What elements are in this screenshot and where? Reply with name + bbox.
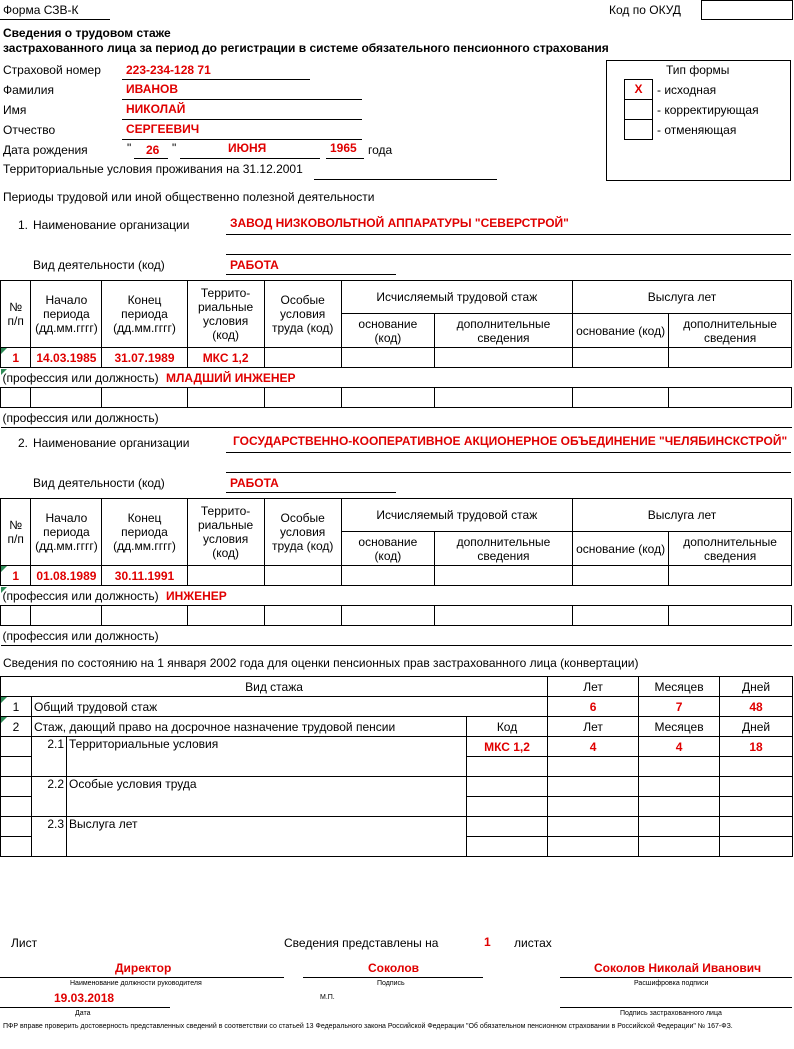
marker [1,587,7,593]
org-label: Наименование организации [33,218,190,232]
col-territorial: Террито-риальные условия (код) [187,499,264,566]
dob-label: Дата рождения [3,143,88,157]
col-end: Конец периода (дд.мм.гггг) [102,499,187,566]
row-start[interactable]: 14.03.1985 [31,348,102,368]
signature-caption: Подпись [377,980,405,987]
stamp-label: М.П. [320,994,335,1001]
row-num: 2.3 [32,817,67,857]
marker [1,717,7,723]
col-special: Особые условия труда (код) [264,281,341,348]
date-caption: Дата [75,1010,91,1017]
col-start: Начало периода (дд.мм.гггг) [31,281,102,348]
activity-label: Вид деятельности (код) [33,476,165,490]
profession-label: (профессия или должность) [2,410,159,425]
name-label: Имя [3,103,27,117]
row-days[interactable]: 18 [720,737,793,757]
col-days: Дней [720,677,793,697]
org-index: 2. [18,436,29,450]
form-type-label-corrective: - корректирующая [657,103,759,117]
profession-row [1,586,792,606]
form-type-label-cancelling: - отменяющая [657,123,737,137]
insured-sign-caption: Подпись застрахованного лица [620,1010,722,1017]
col-territorial: Террито-риальные условия (код) [187,281,264,348]
marker [1,369,7,375]
form-type-label-original: - исходная [657,83,717,97]
form-type-checkbox-cancelling[interactable] [624,119,653,140]
row-label: Выслуга лет [67,817,467,857]
col-basis: основание (код) [341,532,434,566]
patronymic-label: Отчество [3,123,56,137]
activity-value[interactable]: РАБОТА [230,476,279,490]
sheets-suffix: листах [514,936,552,950]
marker [1,697,7,703]
dob-month[interactable]: ИЮНЯ [228,141,267,155]
position-value[interactable]: Директор [115,961,172,975]
patronymic-value[interactable]: СЕРГЕЕВИЧ [126,122,200,136]
row-num: 1 [1,697,32,717]
sheets-count[interactable]: 1 [484,935,491,949]
form-type-title: Тип формы [666,63,730,77]
row-months[interactable]: 7 [639,697,720,717]
name-value[interactable]: НИКОЛАЙ [126,102,186,116]
row-years[interactable]: 6 [548,697,639,717]
col-months: Месяцев [639,677,720,697]
territory-label: Территориальные условия проживания на 31.12.2001 [3,162,303,176]
row-territorial[interactable]: МКС 1,2 [187,348,264,368]
row-num: 2.2 [32,777,67,817]
org-label: Наименование организации [33,436,190,450]
col-start: Начало периода (дд.мм.гггг) [31,499,102,566]
col-extra: дополнительные сведения [669,532,792,566]
col-extra: дополнительные сведения [669,314,792,348]
title-line2: застрахованного лица за период до регистрации в системе обязательного пенсионного страхования [3,41,609,55]
snils-value[interactable]: 223-234-128 71 [126,63,211,77]
profession-row [1,408,792,428]
col-num: № п/п [1,499,31,566]
conversion-title: Сведения по состоянию на 1 января 2002 года для оценки пенсионных прав застрахованного лица (конвертации) [3,656,639,670]
row-start[interactable]: 01.08.1989 [31,566,102,586]
marker [1,566,7,572]
periods-table [0,498,792,646]
name-caption: Расшифровка подписи [634,980,709,987]
snils-label: Страховой номер [3,63,101,77]
col-length: Выслуга лет [572,281,791,314]
okud-field[interactable] [701,0,793,20]
sheet-label: Лист [11,936,38,950]
quote-close: " [172,141,177,155]
row-label: Общий трудовой стаж [32,697,548,717]
row-label: Территориальные условия [67,737,467,777]
col-end: Конец периода (дд.мм.гггг) [102,281,187,348]
col-extra: дополнительные сведения [434,314,572,348]
col-basis: основание (код) [572,532,668,566]
row-end[interactable]: 31.07.1989 [102,348,187,368]
form-type-checkbox-corrective[interactable] [624,99,653,120]
row-territorial[interactable] [187,566,264,586]
dob-year[interactable]: 1965 [330,141,357,155]
row-months[interactable]: 4 [639,737,720,757]
col-days: Дней [720,717,793,737]
profession-label: (профессия или должность) [2,588,159,603]
row-num: 2.1 [32,737,67,777]
periods-title: Периоды трудовой или иной общественно полезной деятельности [3,190,375,204]
profession-value[interactable]: ИНЖЕНЕР [166,588,227,603]
row-label: Особые условия труда [67,777,467,817]
row-end[interactable]: 30.11.1991 [102,566,187,586]
okud-label: Код по ОКУД [609,3,681,17]
periods-table [0,280,792,428]
col-years: Лет [548,717,639,737]
signature-value[interactable]: Соколов [368,961,420,975]
profession-value[interactable]: МЛАДШИЙ ИНЖЕНЕР [166,370,296,385]
col-num: № п/п [1,281,31,348]
title-line1: Сведения о трудовом стаже [3,26,171,40]
profession-label: (профессия или должность) [2,628,159,643]
col-extra: дополнительные сведения [434,532,572,566]
legal-note: ПФР вправе проверить достоверность представленных сведений в соответствии со статьей 13 Федерального закона Российской Федерации "Об обязательном пенсионном страховании в Российской Федерации" № 167-ФЗ. [3,1023,733,1030]
dob-year-suffix: года [368,143,393,157]
row-label: Стаж, дающий право на досрочное назначение трудовой пенсии [32,717,467,737]
activity-value[interactable]: РАБОТА [230,258,279,272]
profession-label: (профессия или должность) [2,370,159,385]
col-basis: основание (код) [341,314,434,348]
row-years[interactable]: 4 [548,737,639,757]
col-code: Код [467,717,548,737]
form-type-checkbox-original[interactable]: X [624,79,653,100]
form-label: Форма СЗВ-К [3,3,79,17]
col-calc: Исчисляемый трудовой стаж [341,499,572,532]
col-months: Месяцев [639,717,720,737]
row-num: 2 [1,717,32,737]
surname-label: Фамилия [3,83,54,97]
full-name-value[interactable]: Соколов Николай Иванович [594,961,762,975]
col-length: Выслуга лет [572,499,791,532]
row-num[interactable]: 1 [1,348,31,368]
quote-open: " [127,141,132,155]
surname-value[interactable]: ИВАНОВ [126,82,179,96]
position-caption: Наименование должности руководителя [70,980,202,987]
org-name[interactable]: ГОСУДАРСТВЕННО-КООПЕРАТИВНОЕ АКЦИОНЕРНОЕ ОБЪЕДИНЕНИЕ "ЧЕЛЯБИНСКСТРОЙ" [233,434,788,448]
row-code[interactable]: МКС 1,2 [467,737,548,757]
marker [1,348,7,354]
divider [0,19,110,20]
profession-row [1,626,792,646]
submitted-label: Сведения представлены на [284,936,439,950]
col-kind: Вид стажа [1,677,548,697]
conversion-table [0,676,793,857]
dob-day[interactable]: 26 [146,143,160,157]
row-num[interactable]: 1 [1,566,31,586]
profession-row [1,368,792,388]
col-basis: основание (код) [572,314,668,348]
org-name[interactable]: ЗАВОД НИЗКОВОЛЬТНОЙ АППАРАТУРЫ "СЕВЕРСТРОЙ" [230,216,569,230]
col-special: Особые условия труда (код) [264,499,341,566]
col-calc: Исчисляемый трудовой стаж [341,281,572,314]
date-value[interactable]: 19.03.2018 [54,991,115,1005]
org-index: 1. [18,218,29,232]
row-days[interactable]: 48 [720,697,793,717]
activity-label: Вид деятельности (код) [33,258,165,272]
col-years: Лет [548,677,639,697]
territory-field[interactable] [314,179,497,180]
